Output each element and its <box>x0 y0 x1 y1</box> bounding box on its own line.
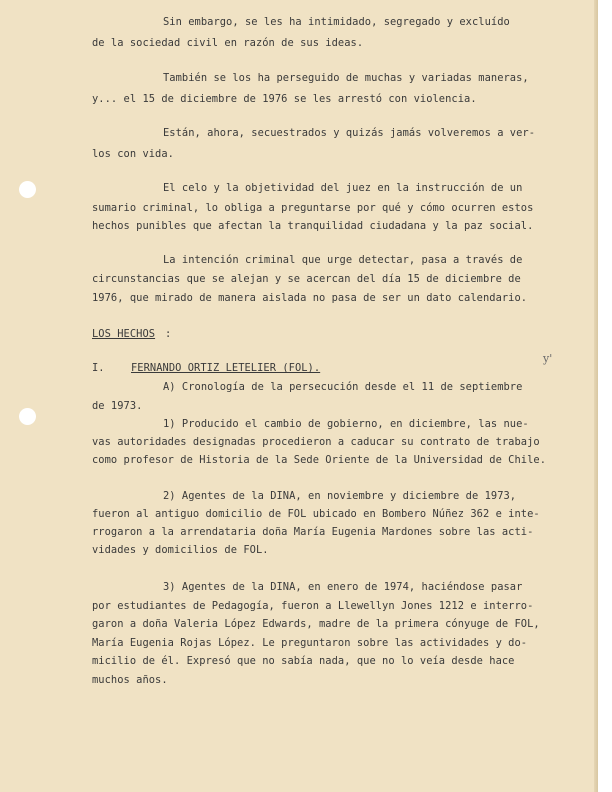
punch-hole-lower <box>19 408 36 425</box>
punch-hole-upper <box>19 181 36 198</box>
text-line: vidades y domicilios de FOL. <box>92 544 269 556</box>
text-line: micilio de él. Expresó que no sabía nada, que no lo veía desde hace <box>92 655 515 667</box>
person-heading: FERNANDO ORTIZ LETELIER (FOL). <box>131 362 321 374</box>
text-line: Sin embargo, se les ha intimidado, segregado y excluído <box>163 16 510 28</box>
section-heading-colon: : <box>165 328 172 340</box>
text-line: muchos años. <box>92 674 168 686</box>
text-line: La intención criminal que urge detectar, pasa a través de <box>163 254 523 266</box>
text-line: fueron al antiguo domicilio de FOL ubicado en Bombero Núñez 362 e inte- <box>92 508 540 520</box>
text-line: rrogaron a la arrendataria doña María Eugenia Mardones sobre las acti- <box>92 526 534 538</box>
text-line: 2) Agentes de la DINA, en noviembre y diciembre de 1973, <box>163 490 517 502</box>
text-line: 1) Producido el cambio de gobierno, en diciembre, las nue- <box>163 418 529 430</box>
text-line: como profesor de Historia de la Sede Oriente de la Universidad de Chile. <box>92 454 547 466</box>
text-line: Están, ahora, secuestrados y quizás jamás volveremos a ver- <box>163 127 536 139</box>
text-line: garon a doña Valeria López Edwards, madre de la primera cónyuge de FOL, <box>92 618 540 630</box>
text-line: de la sociedad civil en razón de sus ideas. <box>92 37 364 49</box>
text-line: circunstancias que se alejan y se acercan del día 15 de diciembre de <box>92 273 521 285</box>
section-number: I. <box>92 362 105 374</box>
text-line: hechos punibles que afectan la tranquilidad ciudadana y la paz social. <box>92 220 534 232</box>
text-line: por estudiantes de Pedagogía, fueron a Llewellyn Jones 1212 e interro- <box>92 600 534 612</box>
handwritten-margin-mark: y' <box>543 352 553 365</box>
page-edge <box>594 0 598 792</box>
text-line: de 1973. <box>92 400 143 412</box>
text-line: vas autoridades designadas procedieron a caducar su contrato de trabajo <box>92 436 540 448</box>
text-line: sumario criminal, lo obliga a preguntarse por qué y cómo ocurren estos <box>92 202 534 214</box>
text-line: 3) Agentes de la DINA, en enero de 1974, haciéndose pasar <box>163 581 523 593</box>
text-line: El celo y la objetividad del juez en la instrucción de un <box>163 182 523 194</box>
text-line: María Eugenia Rojas López. Le preguntaron sobre las actividades y do- <box>92 637 528 649</box>
text-line: los con vida. <box>92 148 174 160</box>
text-line: A) Cronología de la persecución desde el 11 de septiembre <box>163 381 523 393</box>
text-line: y... el 15 de diciembre de 1976 se les arrestó con violencia. <box>92 93 477 105</box>
text-line: 1976, que mirado de manera aislada no pasa de ser un dato calendario. <box>92 292 528 304</box>
section-heading: LOS HECHOS <box>92 328 156 340</box>
text-line: También se los ha perseguido de muchas y variadas maneras, <box>163 72 529 84</box>
